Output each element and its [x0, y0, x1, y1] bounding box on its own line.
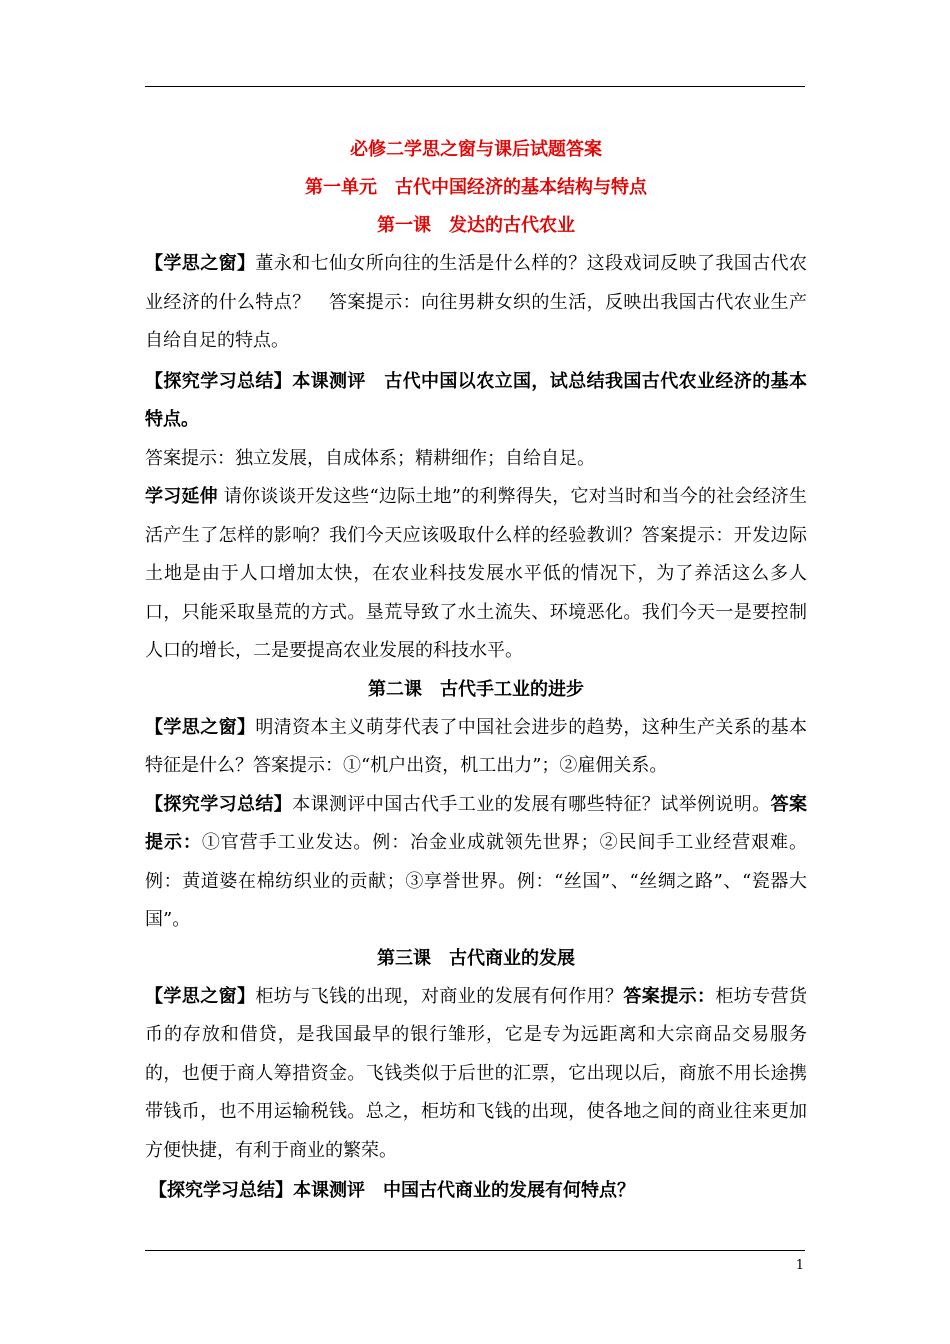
unit-title: 第一单元 古代中国经济的基本结构与特点: [305, 177, 647, 198]
section-label: 【探究学习总结】: [145, 370, 293, 392]
page-number: 1: [795, 1258, 804, 1273]
paragraph-text: 请你谈谈开发这些“边际土地”的利弊得失，它对当时和当今的社会经济生活产生了怎样的影响？我们今天应该吸取什么样的经验教训？答案提示：开发边际土地是由于人口增加太快，在农业科技发展水平低的情况下，为了养活这么多人口，只能采取垦荒的方式。垦荒导致了水土流失、环境恶化。我们今天一是要控制人口的增长，二是要提高农业发展的科技水平。: [145, 486, 808, 661]
section-label: 【学思之窗】: [145, 716, 256, 738]
section-label: 【学思之窗】: [145, 253, 256, 274]
section-label: 【学思之窗】: [145, 985, 256, 1007]
paragraph-text: 本课测评中国古代手工业的发展有哪些特征？试举例说明。: [292, 793, 771, 815]
paragraph-text: 本课测评 中国古代商业的发展有何特点？: [293, 1180, 635, 1201]
lesson-2-title: 第二课 古代手工业的进步: [368, 678, 584, 700]
lesson-1-thinking-window: [145, 245, 807, 361]
header-rule: [145, 86, 805, 87]
document-body: [145, 131, 807, 1211]
answer-label: 答案提示：: [623, 985, 716, 1007]
section-label: 学习延伸: [145, 486, 218, 507]
lesson-3-title: 第三课 古代商业的发展: [377, 947, 575, 969]
section-label: 【探究学习总结】: [149, 1180, 293, 1201]
lesson-1-summary: [145, 363, 807, 440]
lesson-3-summary: [145, 1172, 807, 1211]
paragraph-text: 本课测评 古代中国以农立国，试总结我国古代农业经济的基本特点。: [145, 370, 808, 430]
section-label: 【探究学习总结】: [145, 793, 293, 815]
lesson-1-extension: [145, 478, 807, 671]
lesson-3-thinking-window: [145, 978, 807, 1171]
document-title: 必修二学思之窗与课后试题答案: [350, 139, 602, 160]
answer-text: 柜坊专营货币的存放和借贷，是我国最早的银行雏形，它是专为远距离和大宗商品交易服务的，也便于商人筹措资金。飞钱类似于后世的汇票，它出现以后，商旅不用长途携带钱币，也不用运输税钱。总之，柜坊和飞钱的出现，使各地之间的商业往来更加方便快捷，有利于商业的繁荣。: [145, 985, 808, 1161]
paragraph-text: 董永和七仙女所向往的生活是什么样的？这段戏词反映了我国古代农业经济的什么特点？ 答案提示：向往男耕女织的生活，反映出我国古代农业生产自给自足的特点。: [145, 253, 808, 351]
lesson-1-title: 第一课 发达的古代农业: [377, 215, 575, 236]
footer-rule: [145, 1250, 805, 1251]
paragraph-text: 明清资本主义萌芽代表了中国社会进步的趋势，这种生产关系的基本特征是什么？答案提示：①“机户出资，机工出力”；②雇佣关系。: [145, 716, 808, 776]
lesson-2-summary: [145, 786, 807, 940]
lesson-1-summary-answer: 答案提示：独立发展，自成体系；精耕细作；自给自足。: [145, 447, 595, 469]
lesson-2-thinking-window: [145, 709, 807, 786]
paragraph-text: 柜坊与飞钱的出现，对商业的发展有何作用？: [255, 985, 624, 1007]
answer-label: 答案提示：: [145, 793, 808, 853]
answer-text: ①官营手工业发达。例：冶金业成就领先世界；②民间手工业经营艰难。例：黄道婆在棉纺织业的贡献；③享誉世界。例：“丝国”、“丝绸之路”、“瓷器大国”。: [145, 832, 808, 930]
